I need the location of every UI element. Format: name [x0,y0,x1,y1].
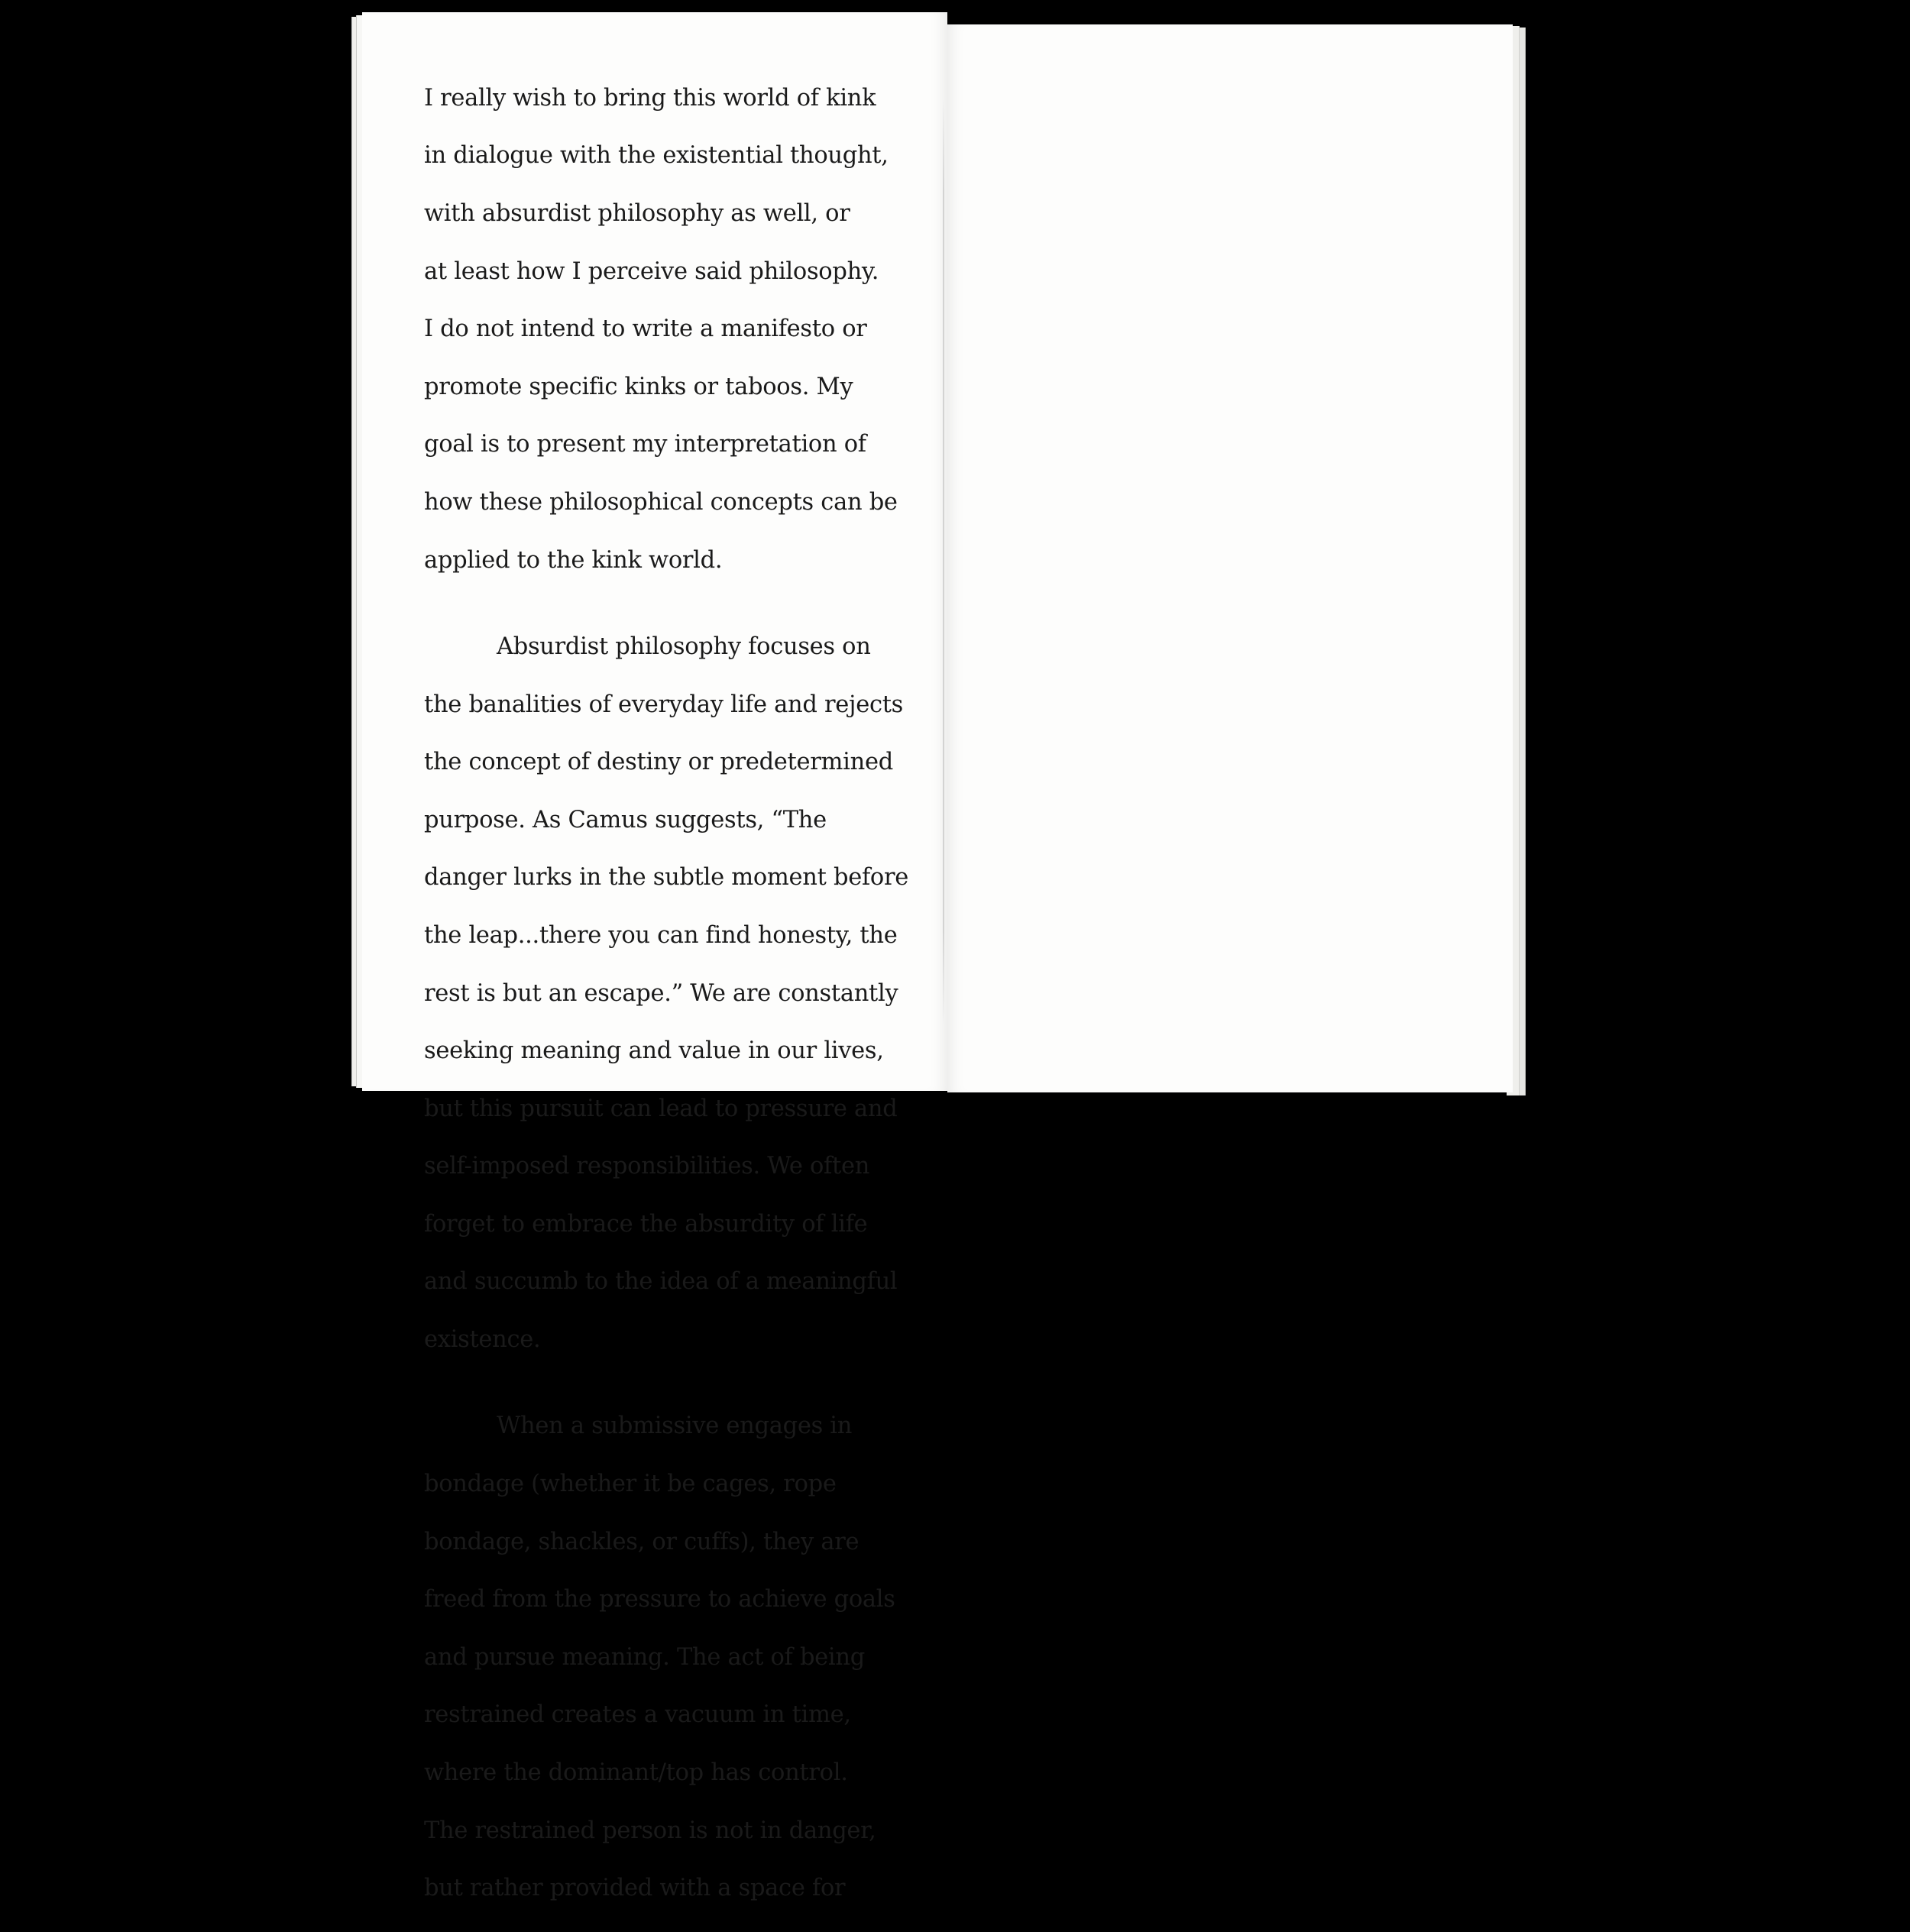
text-line: how these philosophical concepts can be [424,488,898,516]
left-page-text [424,55,909,1932]
text-line: at least how I perceive said philosophy. [424,257,879,285]
text-line: self-imposed responsibilities. We often [424,1153,870,1180]
paragraph-3 [424,1383,898,1932]
right-page-blank [947,24,1513,1092]
text-line: the banalities of everyday life and rejects [424,691,904,718]
text-line: seeking meaning and value in our lives, [424,1037,884,1065]
text-line: applied to the kink world. [424,546,723,574]
text-line: existence. [424,1326,541,1354]
text-line: When a submissive engages in [497,1413,853,1440]
paragraph-2 [424,604,909,1383]
text-line: the concept of destiny or predetermined [424,749,893,776]
text-line: where the dominant/top has control. [424,1759,848,1787]
text-line: I really wish to bring this world of kink [424,84,876,112]
text-line: restrained creates a vacuum in time, [424,1701,851,1729]
text-line: with absurdist philosophy as well, or [424,199,850,227]
text-line: and succumb to the idea of a meaningful [424,1268,898,1296]
text-line: and pursue meaning. The act of being [424,1643,865,1671]
text-line: forget to embrace the absurdity of life [424,1210,868,1238]
text-line: promote specific kinks or taboos. My [424,373,853,400]
text-line: bondage (whether it be cages, rope [424,1471,837,1498]
text-line: I do not intend to write a manifesto or [424,316,867,343]
text-line: in dialogue with the existential thought, [424,142,889,170]
paragraph-1 [424,55,898,604]
text-line: goal is to present my interpretation of [424,431,866,458]
book-gutter [943,99,944,1024]
text-line: but this pursuit can lead to pressure and [424,1095,898,1122]
text-line: freed from the pressure to achieve goals [424,1586,895,1613]
text-line: danger lurks in the subtle moment before [424,864,909,892]
text-line: bondage, shackles, or cuffs), they are [424,1528,860,1555]
text-line: rest is but an escape.” We are constantly [424,979,898,1007]
text-line: The restrained person is not in danger, [424,1817,876,1844]
text-line: Absurdist philosophy focuses on [497,633,871,660]
text-line: but rather provided with a space for [424,1875,846,1902]
text-line: purpose. As Camus suggests, “The [424,806,827,833]
text-line: the leap...there you can find honesty, the [424,921,898,949]
